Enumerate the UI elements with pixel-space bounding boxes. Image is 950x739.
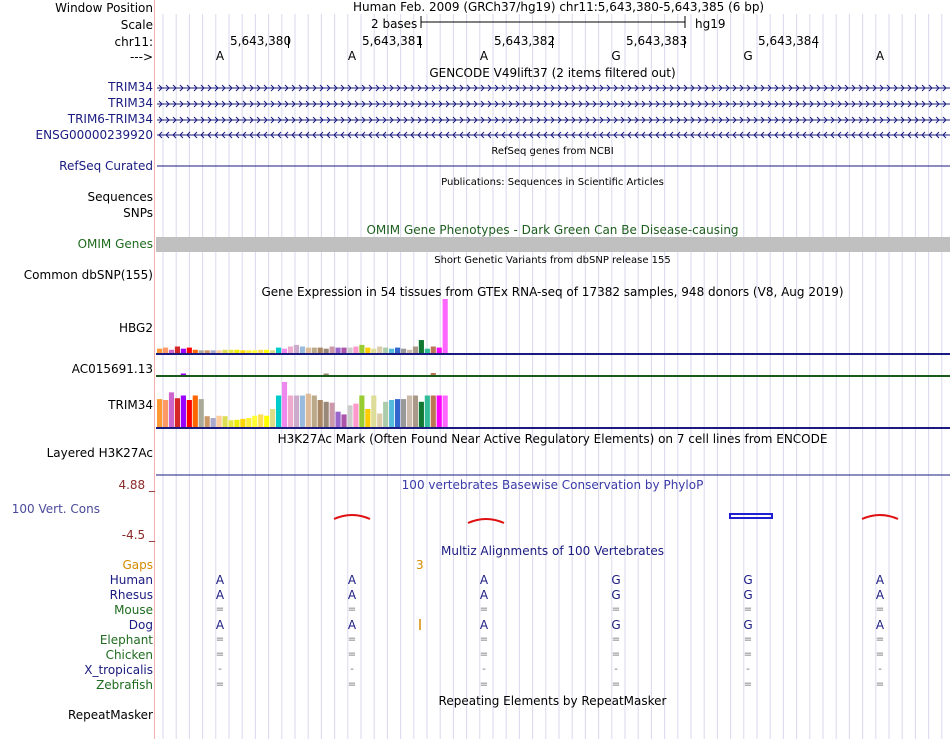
gtex-trim34-bar [377, 414, 382, 428]
alignment-base: = [215, 649, 225, 660]
alignment-base: - [218, 664, 222, 675]
ruler-base: A [875, 49, 885, 63]
alignment-base: = [479, 604, 489, 615]
gtex-trim34-bar [187, 400, 192, 427]
ruler-base: A [347, 49, 357, 63]
gtex-hbg2-bar [246, 350, 251, 353]
gtex-hbg2-bar [377, 347, 382, 353]
gtex-hbg2-bar [163, 348, 168, 353]
ruler-base: A [479, 49, 489, 63]
phylop-mark [334, 515, 370, 519]
alignment-base: = [347, 604, 357, 615]
alignment-base: = [743, 679, 753, 690]
alignment-base: - [482, 664, 486, 675]
alignment-base: = [611, 634, 621, 645]
gtex-trim34-bar [240, 419, 245, 427]
gtex-hbg2-bar [157, 349, 162, 353]
refseq-track-title[interactable]: RefSeq genes from NCBI [491, 146, 614, 157]
ruler-position: 5,643,383 [626, 34, 688, 48]
gtex-ac015691-bar [324, 374, 329, 376]
multiz-track-title[interactable]: Multiz Alignments of 100 Vertebrates [440, 544, 665, 558]
gtex-trim34-bar [270, 409, 275, 427]
alignment-base: = [743, 649, 753, 660]
gtex-hbg2-bar [169, 350, 174, 353]
gtex-hbg2-bar [341, 348, 346, 353]
gtex-trim34-bar [181, 396, 186, 428]
alignment-base: A [215, 588, 225, 602]
gtex-trim34-bar [407, 396, 412, 428]
gtex-hbg2-bar [389, 349, 394, 353]
gtex-hbg2-bar [294, 345, 299, 353]
gtex-trim34-bar [276, 396, 281, 428]
repeatmasker-track-title[interactable]: Repeating Elements by RepeatMasker [438, 694, 667, 708]
alignment-base: A [875, 573, 885, 587]
conservation-ymin-label: -4.5 _ [121, 528, 155, 542]
alignment-base: G [611, 588, 621, 602]
gtex-trim34-bar [383, 402, 388, 427]
gtex-hbg2-bar [324, 349, 329, 353]
alignment-base: = [347, 634, 357, 645]
gtex-trim34-bar [365, 409, 370, 427]
gap-count: 3 [416, 558, 424, 572]
scale-bar-text: 2 bases [371, 17, 418, 31]
gtex-hbg2-bar [395, 348, 400, 353]
alignment-base: = [215, 604, 225, 615]
gtex-hbg2-bar [252, 350, 257, 353]
alignment-base: A [479, 588, 489, 602]
gtex-trim34-bar [353, 404, 358, 427]
conservation-ymax-label: 4.88 _ [118, 478, 155, 492]
phylop-mark [862, 515, 898, 519]
gtex-hbg2-bar [347, 348, 352, 353]
gtex-trim34-bar [359, 396, 364, 428]
species-label-x-tropicalis[interactable]: X_tropicalis [84, 663, 153, 677]
gtex-hbg2-bar [228, 350, 233, 353]
alignment-base: = [215, 634, 225, 645]
gtex-trim34-bar [425, 396, 430, 428]
gtex-hbg2-bar [330, 347, 335, 353]
gtex-hbg2-bar [205, 350, 210, 353]
gtex-trim34-bar [234, 420, 239, 427]
gtex-trim34-bar [169, 392, 174, 427]
gtex-hbg2-bar [437, 348, 442, 353]
gtex-ac015691-bar [181, 374, 186, 376]
gtex-hbg2-bar [276, 348, 281, 353]
gtex-hbg2-bar [240, 350, 245, 353]
gtex-hbg2-bar [365, 348, 370, 353]
dbsnp-track-title[interactable]: Short Genetic Variants from dbSNP release 155 [434, 255, 671, 266]
gtex-trim34-bar [294, 396, 299, 428]
alignment-base: = [611, 649, 621, 660]
publications-sequences-label[interactable]: Sequences [87, 190, 153, 204]
gtex-trim34-bar [437, 396, 442, 428]
species-label-elephant[interactable]: Elephant [99, 633, 153, 647]
omim-genes-label[interactable]: OMIM Genes [77, 237, 153, 251]
gtex-gene-ac015691-label[interactable]: AC015691.13 [71, 362, 153, 376]
gtex-trim34-bar [401, 399, 406, 427]
gtex-trim34-bar [371, 396, 376, 428]
gtex-hbg2-bar [175, 347, 180, 353]
gtex-trim34-bar [300, 396, 305, 428]
publications-track-title[interactable]: Publications: Sequences in Scientific Articles [441, 177, 664, 188]
species-label-rhesus[interactable]: Rhesus [109, 588, 153, 602]
multiz-gaps-label[interactable]: Gaps [122, 558, 153, 572]
gtex-hbg2-bar [318, 348, 323, 353]
conservation-track-title[interactable]: 100 vertebrates Basewise Conservation by PhyloP [401, 478, 704, 492]
gtex-hbg2-bar [258, 350, 263, 353]
alignment-base: A [875, 618, 885, 632]
gtex-trim34-bar [163, 400, 168, 427]
common-dbsnp-label[interactable]: Common dbSNP(155) [23, 268, 153, 282]
gtex-trim34-bar [222, 416, 227, 427]
gtex-gene-trim34-label[interactable]: TRIM34 [108, 398, 153, 412]
gtex-hbg2-bar [199, 350, 204, 353]
gtex-trim34-bar [389, 400, 394, 427]
strand-arrow-label[interactable]: ---> [129, 50, 153, 64]
gtex-hbg2-bar [300, 347, 305, 353]
species-label-mouse[interactable]: Mouse [114, 603, 153, 617]
gene-label-trim34-2[interactable]: TRIM34 [108, 96, 153, 110]
alignment-base: G [743, 573, 753, 587]
gtex-hbg2-bar [306, 348, 311, 353]
gtex-trim34-bar [228, 420, 233, 427]
gtex-trim34-bar [306, 394, 311, 427]
species-label-dog[interactable]: Dog [128, 618, 153, 632]
gtex-trim34-bar [419, 402, 424, 427]
alignment-base: - [746, 664, 750, 675]
alignment-base: A [347, 573, 357, 587]
gtex-hbg2-bar [407, 350, 412, 353]
omim-track-title[interactable]: OMIM Gene Phenotypes - Dark Green Can Be Disease-causing [366, 223, 739, 237]
gtex-trim34-bar [413, 396, 418, 428]
alignment-base: A [215, 573, 225, 587]
gene-label-trim6-trim34[interactable]: TRIM6-TRIM34 [67, 112, 153, 126]
gtex-hbg2-bar [187, 348, 192, 353]
gtex-trim34-bar [431, 396, 436, 428]
gtex-hbg2-bar [413, 347, 418, 353]
gtex-trim34-bar [264, 416, 269, 427]
refseq-curated-label[interactable]: RefSeq Curated [59, 159, 153, 173]
alignment-base: = [479, 634, 489, 645]
gtex-trim34-bar [217, 416, 222, 427]
omim-bar [156, 237, 950, 252]
vert-cons-label[interactable]: 100 Vert. Cons [11, 502, 100, 516]
publications-snps-label[interactable]: SNPs [123, 206, 153, 220]
alignment-base: = [611, 604, 621, 615]
ruler-position: 5,643,382 [494, 34, 556, 48]
gtex-hbg2-bar [353, 347, 358, 353]
ruler-position: 5,643,384 [758, 34, 820, 48]
gtex-trim34-bar [288, 396, 293, 428]
scale-assembly: hg19 [695, 17, 726, 31]
gtex-hbg2-bar [371, 349, 376, 353]
gtex-trim34-bar [252, 416, 257, 427]
ruler-position: 5,643,380 [230, 34, 292, 48]
gtex-hbg2-bar [401, 349, 406, 353]
gtex-hbg2-bar [193, 350, 198, 353]
alignment-base: = [347, 679, 357, 690]
alignment-base: A [479, 573, 489, 587]
ruler-base: A [215, 49, 225, 63]
alignment-base: = [743, 604, 753, 615]
alignment-base: = [875, 604, 885, 615]
alignment-base: = [611, 679, 621, 690]
gtex-hbg2-bar [443, 299, 448, 353]
window-position-label: Window Position [55, 1, 153, 15]
gtex-trim34-bar [199, 399, 204, 427]
alignment-base: = [215, 679, 225, 690]
gtex-trim34-bar [336, 412, 341, 427]
gtex-hbg2-bar [419, 340, 424, 353]
gtex-trim34-bar [175, 398, 180, 427]
alignment-base: - [350, 664, 354, 675]
species-label-human[interactable]: Human [109, 573, 153, 587]
gtex-hbg2-bar [425, 349, 430, 353]
gene-label-trim34-1[interactable]: TRIM34 [108, 80, 153, 94]
gtex-trim34-bar [395, 399, 400, 427]
gtex-trim34-bar [341, 414, 346, 427]
scale-label: Scale [120, 18, 153, 32]
gtex-hbg2-bar [431, 347, 436, 353]
gtex-hbg2-bar [217, 350, 222, 353]
gtex-hbg2-bar [282, 349, 287, 353]
gtex-trim34-bar [211, 418, 216, 427]
gtex-trim34-bar [157, 399, 162, 427]
ruler-position: 5,643,381 [362, 34, 424, 48]
gencode-track-title[interactable]: GENCODE V49lift37 (2 items filtered out) [429, 66, 676, 80]
gtex-trim34-bar [258, 414, 263, 427]
window-position-value: Human Feb. 2009 (GRCh37/hg19) chr11:5,643,380-5,643,385 (6 bp) [353, 0, 765, 14]
species-label-zebrafish[interactable]: Zebrafish [96, 678, 153, 692]
alignment-base: - [614, 664, 618, 675]
gtex-hbg2-bar [270, 350, 275, 353]
gtex-trim34-bar [312, 396, 317, 428]
alignment-base: G [611, 573, 621, 587]
alignment-base: = [347, 649, 357, 660]
alignment-base: A [215, 618, 225, 632]
ruler-base: G [743, 49, 753, 63]
gtex-trim34-bar [324, 402, 329, 427]
gtex-hbg2-bar [181, 349, 186, 353]
alignment-base: A [875, 588, 885, 602]
phylop-mark [468, 519, 504, 523]
ruler-base: G [611, 49, 621, 63]
gtex-hbg2-bar [211, 350, 216, 353]
gtex-trim34-bar [347, 405, 352, 427]
repeatmasker-label[interactable]: RepeatMasker [67, 708, 153, 722]
h3k27ac-track-title[interactable]: H3K27Ac Mark (Often Found Near Active Regulatory Elements) on 7 cell lines from ENCODE [277, 432, 828, 446]
gtex-trim34-bar [193, 396, 198, 428]
alignment-base: = [875, 634, 885, 645]
gtex-gene-hbg2-label[interactable]: HBG2 [119, 321, 153, 335]
gtex-trim34-bar [205, 416, 210, 427]
gtex-trim34-bar [246, 418, 251, 427]
species-label-chicken[interactable]: Chicken [105, 648, 153, 662]
gtex-hbg2-bar [383, 348, 388, 353]
gtex-trim34-bar [330, 403, 335, 427]
gene-label-ensg[interactable]: ENSG00000239920 [35, 128, 153, 142]
alignment-base: = [479, 679, 489, 690]
alignment-base: = [479, 649, 489, 660]
alignment-base: G [743, 588, 753, 602]
gtex-hbg2-bar [234, 350, 239, 353]
gtex-track-title[interactable]: Gene Expression in 54 tissues from GTEx RNA-seq of 17382 samples, 948 donors (V8, Aug 2019) [261, 285, 844, 299]
gtex-trim34-bar [443, 396, 448, 428]
gtex-hbg2-bar [336, 348, 341, 353]
alignment-base: A [347, 588, 357, 602]
alignment-base: G [743, 618, 753, 632]
alignment-base: A [479, 618, 489, 632]
gtex-hbg2-bar [264, 350, 269, 353]
gtex-hbg2-bar [312, 348, 317, 353]
gtex-hbg2-bar [359, 345, 364, 353]
alignment-base: G [611, 618, 621, 632]
gtex-hbg2-bar [288, 347, 293, 353]
chrom-label: chr11: [114, 35, 153, 49]
gtex-trim34-bar [318, 400, 323, 427]
gtex-trim34-bar [282, 382, 287, 427]
alignment-base: = [743, 634, 753, 645]
gtex-ac015691-bar [431, 373, 436, 375]
gtex-hbg2-bar [222, 350, 227, 353]
alignment-base: = [875, 679, 885, 690]
alignment-base: A [347, 618, 357, 632]
phylop-mark-negative [730, 514, 772, 518]
alignment-base: - [878, 664, 882, 675]
alignment-base: = [875, 649, 885, 660]
layered-h3k27ac-label[interactable]: Layered H3K27Ac [46, 446, 153, 460]
